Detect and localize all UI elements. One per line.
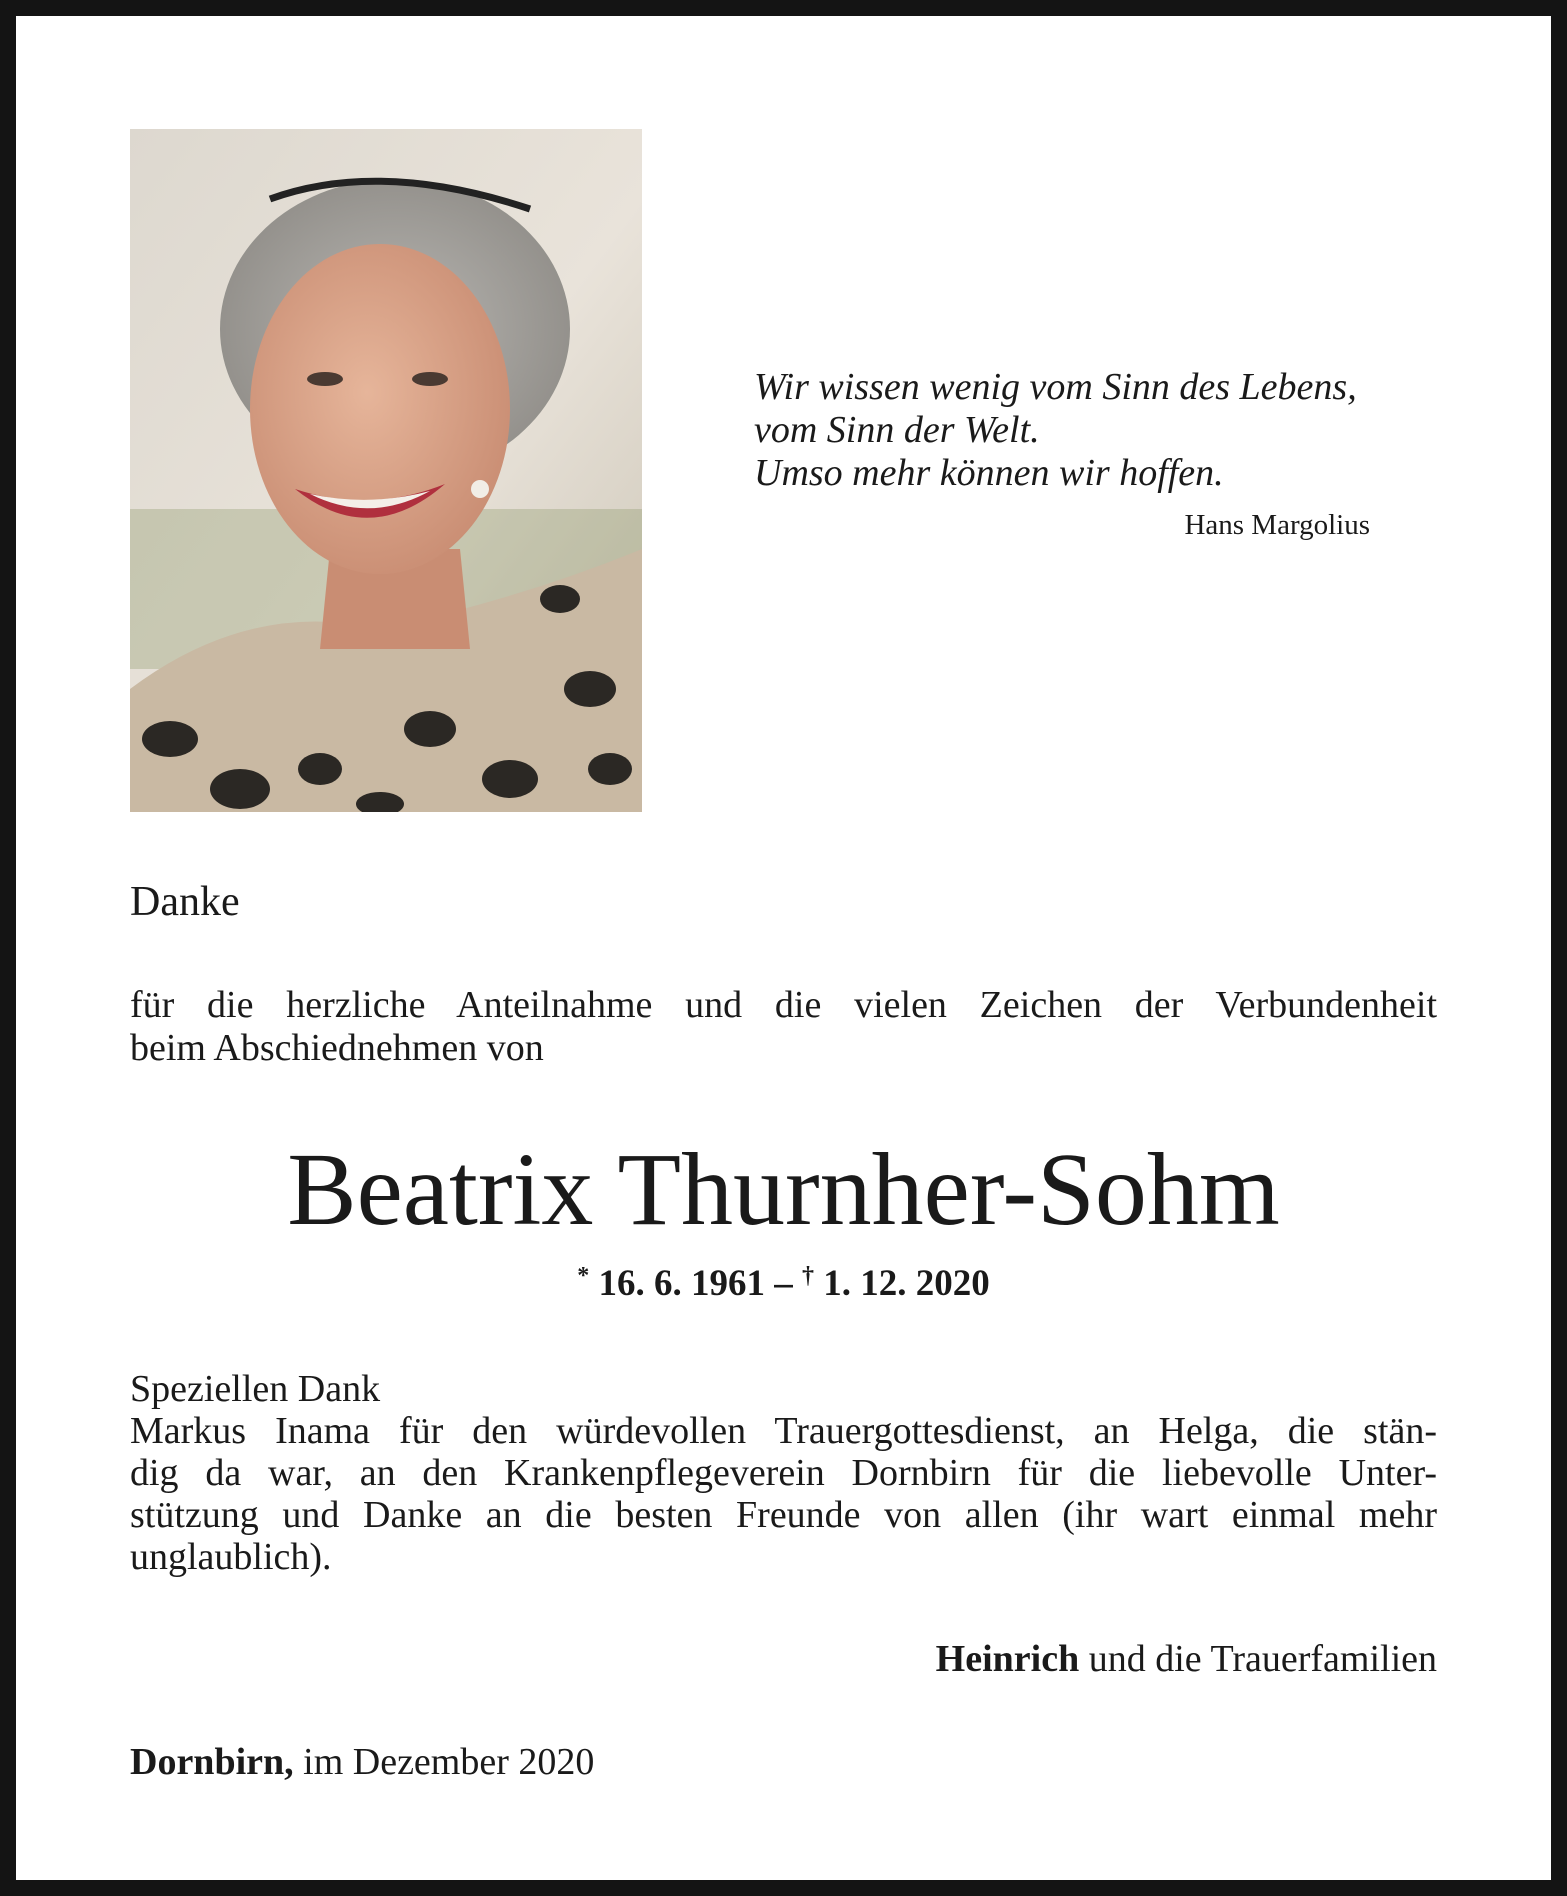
special-thanks-heading: Speziellen Dank [130, 1368, 381, 1410]
thanks-intro [130, 984, 1437, 1070]
quote-line: Umso mehr können wir hoffen. [754, 452, 1224, 494]
signature-rest: und die Trauerfamilien [1079, 1638, 1437, 1680]
signature [700, 1637, 1437, 1681]
date-separator: – [765, 1263, 802, 1304]
place-date [130, 1740, 594, 1784]
quote-line: Wir wissen wenig vom Sinn des Lebens, [754, 366, 1357, 408]
signature-name: Heinrich [935, 1638, 1080, 1680]
quote [754, 366, 1394, 495]
birth-symbol: * [577, 1263, 590, 1289]
life-dates [0, 1262, 1567, 1305]
quote-author: Hans Margolius [1184, 509, 1370, 541]
special-thanks-line: stützung und Danke an die besten Freunde von allen (ihr wart einmal mehr [130, 1494, 1437, 1536]
birth-date: 16. 6. 1961 [598, 1263, 765, 1304]
place-date-text: im Dezember 2020 [293, 1741, 595, 1783]
death-date: 1. 12. 2020 [823, 1263, 990, 1304]
special-thanks-line: dig da war, an den Krankenpflegeverein Dornbirn für die liebevolle Unter- [130, 1452, 1437, 1494]
special-thanks-line: Markus Inama für den würdevollen Trauergottesdienst, an Helga, die stän- [130, 1410, 1437, 1452]
quote-line: vom Sinn der Welt. [754, 409, 1040, 451]
place-city: Dornbirn, [130, 1741, 294, 1783]
portrait-photo [130, 129, 642, 812]
thanks-intro-line: beim Abschiednehmen von [130, 1027, 544, 1069]
special-thanks [130, 1368, 1437, 1578]
death-symbol: † [802, 1263, 814, 1289]
special-thanks-line: unglaublich). [130, 1536, 332, 1578]
deceased-name: Beatrix Thurnher-Sohm [287, 1132, 1280, 1247]
thanks-heading: Danke [130, 879, 240, 925]
thanks-intro-line: für die herzliche Anteilnahme und die vielen Zeichen der Verbundenheit [130, 984, 1437, 1026]
